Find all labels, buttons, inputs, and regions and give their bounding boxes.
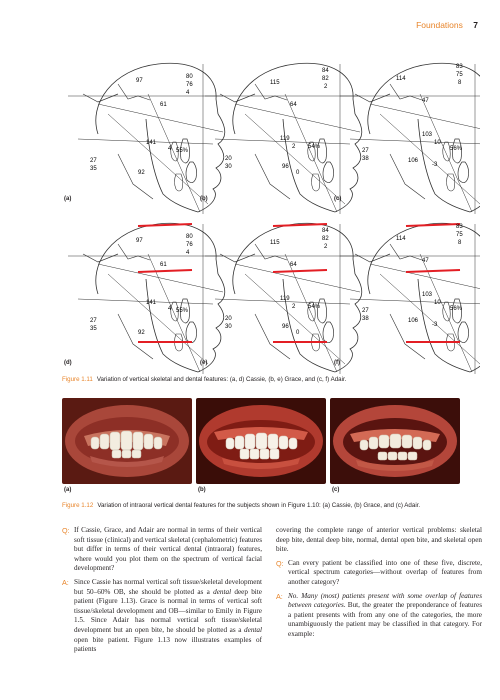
left-column <box>62 526 262 659</box>
panel-f-label-3: 8 <box>458 240 462 246</box>
panel-c-label-10: 38 <box>362 156 369 162</box>
panel-b-label-8: 54% <box>308 144 321 150</box>
panel-e-label-11: 96 <box>282 324 289 330</box>
panel-b-label-3: 2 <box>324 84 328 90</box>
panel-b-label-11: 96 <box>282 164 289 170</box>
answer-emphasis-1: dental <box>213 587 232 596</box>
panel-c-label-2: 75 <box>456 72 463 78</box>
figure-1-12-number: Figure 1.12 <box>62 502 94 509</box>
photo-label-c: (c) <box>332 487 340 493</box>
panel-a-label-6: 141 <box>146 140 157 146</box>
answer-text-1: Since Cassie has normal vertical soft tissue/skeletal development but 50–60% OB, she should be plotted as a <box>74 577 262 596</box>
panel-e-label-2: 82 <box>322 236 329 242</box>
panel-b-label-7: 2 <box>292 144 296 150</box>
panel-a-label-8: 55% <box>176 148 189 154</box>
panel-d <box>68 223 225 374</box>
panel-f <box>340 223 480 374</box>
panel-f-label-2: 75 <box>456 232 463 238</box>
panel-d-label-6: 141 <box>146 300 157 306</box>
intraoral-photo-b <box>196 398 326 484</box>
panel-a-label-11: 92 <box>138 170 145 176</box>
panel-label-c: (c) <box>334 196 342 202</box>
answer-text-3: open bite patient. Figure 1.13 now illustrates examples of patients <box>74 635 262 654</box>
panel-b-label-6: 119 <box>280 136 290 142</box>
panel-e-label-3: 2 <box>324 244 328 250</box>
q-marker: Q: <box>62 526 70 535</box>
panel-f-label-4: 114 <box>396 236 406 242</box>
continued-text: covering the complete range of anterior vertical problems: skeletal deep bite, dental deep bite, normal, dental open bite, and skeletal open bite. <box>276 526 482 554</box>
panel-c-label-3: 8 <box>458 80 462 86</box>
running-header <box>416 20 478 30</box>
panel-c-label-5: 47 <box>422 98 429 104</box>
panel-f-label-10: 38 <box>362 316 369 322</box>
answer-block <box>62 578 262 655</box>
answer-text-4: . But, the greater the preponderance of features a patient presents with from any one of the categories, the more unambiguously the patient may be classified in that category. For example: <box>288 601 482 638</box>
panel-label-e: (e) <box>200 360 208 366</box>
panel-d-label-7: 4 <box>168 306 172 312</box>
question-text-2: Can every patient be classified into one of these five, discrete, vertical spectrum categories—without overlap of features from another category? <box>288 558 482 586</box>
panel-b-label-1: 84 <box>322 68 329 74</box>
intraoral-photo-a <box>62 398 192 484</box>
panel-a-label-10: 35 <box>90 166 97 172</box>
panel-b-label-10: 30 <box>225 164 232 170</box>
panel-e-label-12: 0 <box>296 330 300 336</box>
section-title: Foundations <box>416 20 463 30</box>
panel-a-label-1: 97 <box>136 78 143 84</box>
panel-b-label-9: 20 <box>225 156 232 162</box>
panel-c-label-7: 10 <box>434 140 441 146</box>
figure-1-11-tracings <box>60 44 480 374</box>
panel-c-label-4: 114 <box>396 76 406 82</box>
panel-f-label-7: 10 <box>434 300 441 306</box>
panel-d-label-11: 92 <box>138 330 145 336</box>
figure-1-11-number: Figure 1.11 <box>62 376 93 383</box>
panel-c-label-9: 27 <box>362 148 369 154</box>
panel-c-label-6: 103 <box>422 132 433 138</box>
right-column <box>276 526 482 644</box>
continued-paragraph <box>276 526 482 555</box>
panel-e <box>205 223 362 374</box>
panel-c-label-8: 56% <box>450 146 463 152</box>
question-text: If Cassie, Grace, and Adair are normal in terms of their vertical soft tissue (clinical) and vertical skeletal (cephalometric) features but differ in terms of their vertical dental (intraoral) features, where would you plot them on the spectrum of vertical facial development? <box>74 526 262 573</box>
figure-1-11-caption <box>62 376 482 384</box>
panel-c-label-11: 106 <box>408 158 419 164</box>
panel-c <box>340 63 480 214</box>
panel-c-label-1: 83 <box>456 64 463 70</box>
panel-a <box>68 63 225 214</box>
photo-label-b: (b) <box>198 487 206 493</box>
panel-label-a: (a) <box>64 196 72 202</box>
panel-d-label-10: 35 <box>90 326 97 332</box>
panel-b-label-12: 0 <box>296 170 300 176</box>
panel-d-label-5: 61 <box>160 262 167 268</box>
panel-e-label-8: 54% <box>308 304 321 310</box>
answer-text-2: deep bite patient (Figure 1.13). Grace is normal in terms of vertical soft tissue/skeletal development and OB—similar to Emily in Figure 1.5. Since Adair has normal vertical soft tissue/skeletal development but an open bite, he should be plotted as a <box>74 587 262 634</box>
panel-e-label-7: 2 <box>292 304 296 310</box>
answer-emphasis-2: dental <box>244 625 262 634</box>
panel-label-f: (f) <box>334 360 340 366</box>
panel-b-label-2: 82 <box>322 76 329 82</box>
panel-a-label-5: 61 <box>160 102 167 108</box>
panel-c-label-12: -3 <box>432 162 438 168</box>
page-number: 7 <box>473 20 478 30</box>
panel-a-label-9: 27 <box>90 158 97 164</box>
panel-d-label-1: 97 <box>136 238 143 244</box>
panel-d-label-9: 27 <box>90 318 97 324</box>
q-marker-2: Q: <box>276 558 284 568</box>
panel-e-label-9: 20 <box>225 316 232 322</box>
panel-b-label-5: 64 <box>290 102 297 108</box>
panel-d-label-4: 4 <box>186 250 190 256</box>
a-marker: A: <box>62 577 69 587</box>
answer-emphasis-3: No. Many (most) patients present with some overlap of features between categories <box>288 591 482 610</box>
figure-1-11-caption-text: Variation of vertical skeletal and dental features: (a, d) Cassie, (b, e) Grace, and (c, f) Adair. <box>96 376 347 383</box>
panel-d-label-8: 55% <box>176 308 189 314</box>
panel-d-label-3: 76 <box>186 242 193 248</box>
panel-b-label-4: 115 <box>270 80 280 86</box>
panel-f-label-12: -3 <box>432 322 438 328</box>
panel-f-label-9: 27 <box>362 308 369 314</box>
panel-f-label-8: 56% <box>450 306 463 312</box>
panel-label-d: (d) <box>64 360 72 366</box>
panel-f-label-5: 47 <box>422 258 429 264</box>
intraoral-photo-c <box>330 398 460 484</box>
question-block <box>62 526 262 574</box>
panel-e-label-4: 115 <box>270 240 280 246</box>
panel-a-label-2: 80 <box>186 74 193 80</box>
panel-f-label-1: 83 <box>456 224 463 230</box>
panel-b <box>205 63 362 214</box>
panel-f-label-11: 106 <box>408 318 419 324</box>
panel-e-label-6: 119 <box>280 296 290 302</box>
figure-1-12-caption <box>62 502 482 510</box>
panel-a-label-3: 76 <box>186 82 193 88</box>
photo-label-a: (a) <box>64 487 72 493</box>
panel-e-label-10: 30 <box>225 324 232 330</box>
panel-e-label-1: 84 <box>322 228 329 234</box>
a-marker-2: A: <box>276 591 283 601</box>
answer-block-2 <box>276 592 482 640</box>
panel-e-label-5: 64 <box>290 262 297 268</box>
question-block-2 <box>276 559 482 588</box>
panel-a-label-4: 4 <box>186 90 190 96</box>
panel-f-label-6: 103 <box>422 292 433 298</box>
panel-a-label-7: 4 <box>168 146 172 152</box>
panel-d-label-2: 80 <box>186 234 193 240</box>
figure-1-12-caption-text: Variation of intraoral vertical dental features for the subjects shown in Figure 1.10: (a) Cassie, (b) Grace, and (c) Adair. <box>97 502 421 509</box>
panel-label-b: (b) <box>200 196 208 202</box>
